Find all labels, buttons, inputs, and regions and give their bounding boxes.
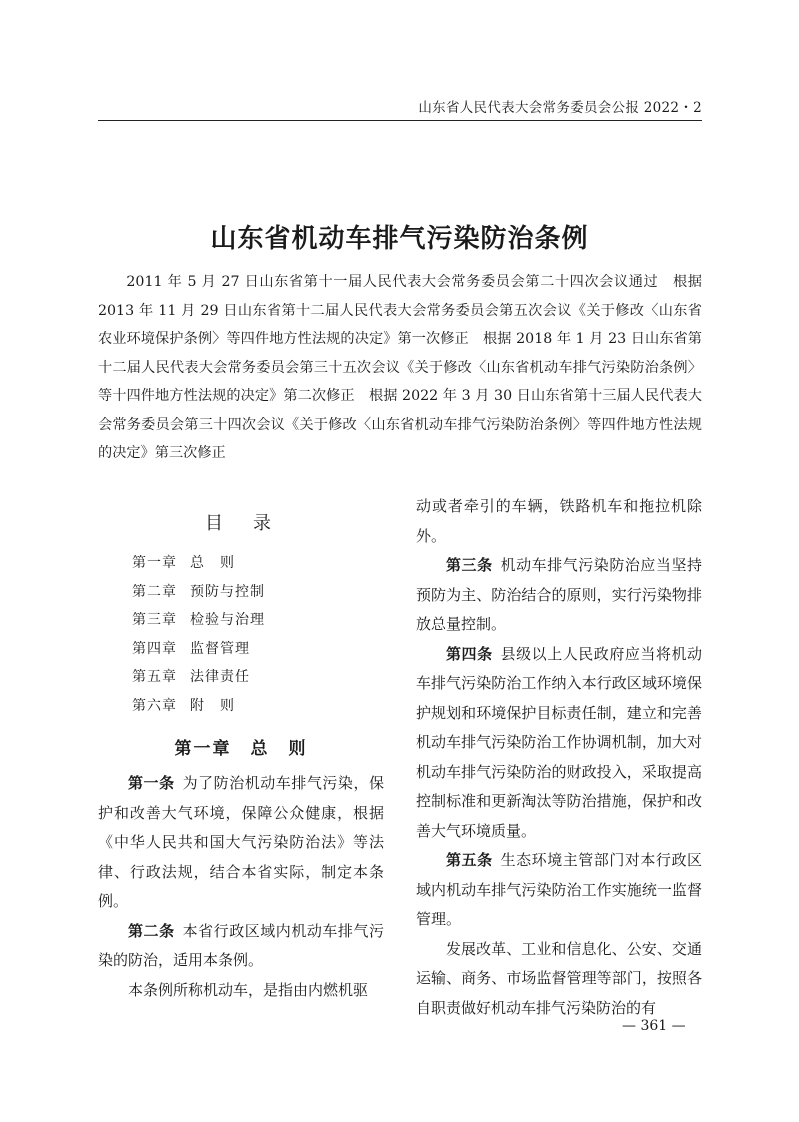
article-text: 县级以上人民政府应当将机动车排气污染防治工作纳入本行政区域环境保护规划和环境保护目标责任制，建立和完善机动车排气污染防治工作协调机制，加大对机动车排气污染防治的财政投入，采取提高控制标准和更新淘汰等防治措施，保护和改善大气环境质量。 [416, 644, 702, 840]
page-header [98, 94, 702, 121]
amendment-history: 2011 年 5 月 27 日山东省第十一届人民代表大会常务委员会第二十四次会议通过 根据 2013 年 11 月 29 日山东省第十二届人民代表大会常务委员会第五次会议《关于修改〈山东省农业环境保护条例〉等四件地方性法规的决定》第一次修正 根据 2018 年 1 月 23 日山东省第十二届人民代表大会常务委员会第三十五次会议《关于修改〈山东省机动车排气污染防治条例〉等十四件地方性法规的决定》第二次修正 根据 2022 年 3 月 30 日山东省第十三届人民代表大会常务委员会第三十四次会议《关于修改〈山东省机动车排气污染防治条例〉等四件地方性法规的决定》第三次修正 [98, 274, 702, 461]
article-5-para-2: 发展改革、工业和信息化、公安、交通运输、商务、市场监督管理等部门，按照各自职责做好机动车排气污染防治的有 [416, 939, 702, 1017]
article-2-para-2-continued: 动或者牵引的车辆，铁路机车和拖拉机除外。 [416, 497, 702, 545]
article-2-para-2-start: 本条例所称机动车，是指由内燃机驱 [128, 980, 369, 999]
article-4 [416, 640, 702, 847]
article-5 [416, 846, 702, 935]
page-number: — 361 — [622, 1018, 686, 1034]
toc-item: 第二章 预防与控制 [132, 583, 265, 600]
toc-item: 第四章 监督管理 [132, 640, 250, 657]
toc-item: 第五章 法律责任 [132, 669, 250, 685]
article-label: 第二条 [128, 921, 175, 940]
article-label: 第四条 [446, 644, 493, 663]
chapter-heading: 第一章 总 则 [174, 739, 308, 759]
article-1 [98, 769, 384, 917]
toc-item: 第六章 附 则 [132, 697, 235, 714]
article-3 [416, 551, 702, 640]
right-column [416, 492, 702, 1023]
toc-item: 第一章 总 则 [132, 555, 235, 571]
toc-item: 第三章 检验与治理 [132, 612, 265, 628]
article-text: 为了防治机动车排气污染，保护和改善大气环境，保障公众健康，根据《中华人民共和国大气污染防治法》等法律、行政法规，结合本省实际，制定本条例。 [98, 774, 384, 910]
article-label: 第五条 [446, 851, 493, 869]
article-text: 本省行政区域内机动车排气污染的防治，适用本条例。 [98, 921, 384, 969]
document-title: 山东省机动车排气污染防治条例 [210, 224, 589, 254]
left-column [98, 505, 384, 1005]
article-text: 生态环境主管部门对本行政区域内机动车排气污染防治工作实施统一监督管理。 [416, 851, 702, 928]
table-of-contents [98, 549, 384, 720]
toc-title: 目 录 [205, 513, 277, 534]
article-label: 第三条 [446, 556, 493, 574]
article-2 [98, 917, 384, 976]
article-text: 机动车排气污染防治应当坚持预防为主、防治结合的原则，实行污染物排放总量控制。 [416, 556, 702, 633]
journal-header-text: 山东省人民代表大会常务委员会公报 2022・2 [418, 100, 702, 116]
article-label: 第一条 [128, 774, 175, 792]
